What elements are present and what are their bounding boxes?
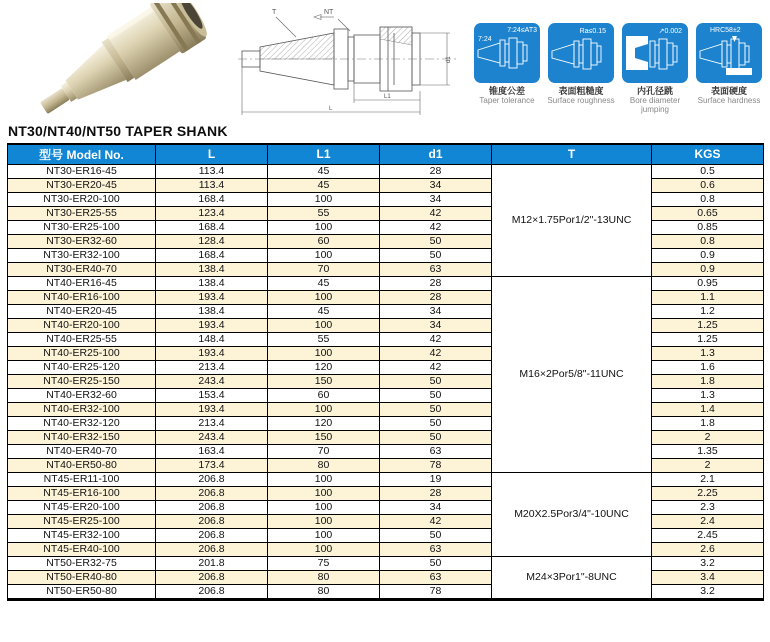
- cell-l1: 45: [268, 178, 380, 192]
- cell-l: 193.4: [156, 402, 268, 416]
- cell-l: 113.4: [156, 178, 268, 192]
- feature-label-cn: 表面硬度: [710, 86, 747, 96]
- cell-d1: 42: [380, 360, 492, 374]
- cell-kgs: 1.8: [652, 374, 764, 388]
- cell-d1: 28: [380, 290, 492, 304]
- cell-l: 213.4: [156, 416, 268, 430]
- cell-kgs: 1.6: [652, 360, 764, 374]
- cell-model: NT40-ER20-100: [8, 318, 156, 332]
- cell-l: 148.4: [156, 332, 268, 346]
- cell-model: NT45-ER16-100: [8, 486, 156, 500]
- cell-l1: 150: [268, 430, 380, 444]
- cell-l1: 100: [268, 542, 380, 556]
- taper-tolerance-icon: [474, 23, 540, 83]
- header-l1: L1: [268, 144, 380, 164]
- collet-chuck-photo: [8, 3, 234, 118]
- table-row: [8, 276, 764, 290]
- cell-model: NT45-ER11-100: [8, 472, 156, 486]
- cell-d1: 34: [380, 192, 492, 206]
- cell-l: 138.4: [156, 304, 268, 318]
- cell-l: 201.8: [156, 556, 268, 570]
- cell-d1: 34: [380, 318, 492, 332]
- cell-kgs: 0.65: [652, 206, 764, 220]
- cell-model: NT30-ER32-100: [8, 248, 156, 262]
- cell-model: NT45-ER40-100: [8, 542, 156, 556]
- cell-l1: 120: [268, 416, 380, 430]
- cell-kgs: 0.8: [652, 192, 764, 206]
- cell-l: 206.8: [156, 570, 268, 584]
- cell-d1: 42: [380, 332, 492, 346]
- cell-l1: 45: [268, 304, 380, 318]
- cell-kgs: 0.9: [652, 248, 764, 262]
- cell-kgs: 2: [652, 430, 764, 444]
- cell-kgs: 0.5: [652, 164, 764, 178]
- cell-kgs: 2.6: [652, 542, 764, 556]
- table-row: [8, 556, 764, 570]
- cell-d1: 42: [380, 514, 492, 528]
- cell-l1: 100: [268, 486, 380, 500]
- cell-l1: 70: [268, 444, 380, 458]
- cell-l: 206.8: [156, 528, 268, 542]
- cell-thread-spec: M16×2Por5/8"-11UNC: [492, 276, 652, 472]
- cell-thread-spec: M20X2.5Por3/4"-10UNC: [492, 472, 652, 556]
- cell-kgs: 0.95: [652, 276, 764, 290]
- cell-d1: 50: [380, 402, 492, 416]
- cell-l: 153.4: [156, 388, 268, 402]
- cell-l1: 100: [268, 514, 380, 528]
- cell-d1: 34: [380, 304, 492, 318]
- cell-d1: 50: [380, 528, 492, 542]
- cell-d1: 50: [380, 234, 492, 248]
- cell-model: NT30-ER20-100: [8, 192, 156, 206]
- cell-model: NT40-ER25-100: [8, 346, 156, 360]
- cell-model: NT40-ER40-70: [8, 444, 156, 458]
- cell-kgs: 1.3: [652, 346, 764, 360]
- bore-runout-icon: [622, 23, 688, 83]
- cell-l: 193.4: [156, 346, 268, 360]
- cell-kgs: 1.8: [652, 416, 764, 430]
- cell-l1: 100: [268, 402, 380, 416]
- runout-annotation: ↗0.002: [658, 28, 682, 35]
- header-model: 型号 Model No.: [8, 144, 156, 164]
- cell-l1: 60: [268, 388, 380, 402]
- cell-kgs: 2.3: [652, 500, 764, 514]
- cell-kgs: 0.8: [652, 234, 764, 248]
- cell-model: NT50-ER50-80: [8, 584, 156, 599]
- cell-l: 168.4: [156, 248, 268, 262]
- cell-l1: 100: [268, 500, 380, 514]
- cell-model: NT30-ER25-55: [8, 206, 156, 220]
- feature-label-cn: 锥度公差: [488, 86, 525, 96]
- cell-l1: 45: [268, 276, 380, 290]
- feature-label-en: Surface roughness: [547, 96, 615, 105]
- cell-l: 206.8: [156, 486, 268, 500]
- cell-l: 138.4: [156, 262, 268, 276]
- cell-kgs: 2.45: [652, 528, 764, 542]
- cell-kgs: 3.4: [652, 570, 764, 584]
- cell-d1: 50: [380, 556, 492, 570]
- hardness-annotation: HRC58±2: [710, 27, 741, 34]
- cell-kgs: 2.25: [652, 486, 764, 500]
- cell-l1: 75: [268, 556, 380, 570]
- roughness-annotation: Ra≤0.15: [579, 28, 606, 35]
- cell-d1: 28: [380, 276, 492, 290]
- spec-table-body: [8, 164, 764, 599]
- feature-label-en: Taper tolerance: [479, 96, 535, 105]
- cell-model: NT30-ER32-60: [8, 234, 156, 248]
- cell-l1: 100: [268, 528, 380, 542]
- dim-label-l: L: [329, 106, 333, 112]
- table-row: [8, 472, 764, 486]
- cell-l: 123.4: [156, 206, 268, 220]
- dim-label-l1: L1: [384, 94, 391, 100]
- cell-kgs: 1.35: [652, 444, 764, 458]
- cell-l: 163.4: [156, 444, 268, 458]
- cell-l: 206.8: [156, 472, 268, 486]
- cell-model: NT45-ER32-100: [8, 528, 156, 542]
- cell-model: NT30-ER20-45: [8, 178, 156, 192]
- cell-l: 206.8: [156, 584, 268, 599]
- taper-tolerance-annotation: 7:24≤AT3: [507, 27, 537, 34]
- cell-l: 213.4: [156, 360, 268, 374]
- cell-model: NT40-ER32-100: [8, 402, 156, 416]
- cell-kgs: 0.85: [652, 220, 764, 234]
- cell-kgs: 1.3: [652, 388, 764, 402]
- cell-l1: 55: [268, 206, 380, 220]
- cell-kgs: 3.2: [652, 584, 764, 599]
- cell-kgs: 0.6: [652, 178, 764, 192]
- cell-d1: 28: [380, 486, 492, 500]
- table-header-row: [8, 144, 764, 164]
- dim-label-t: T: [272, 9, 277, 16]
- cell-l1: 150: [268, 374, 380, 388]
- cell-l: 193.4: [156, 318, 268, 332]
- cell-d1: 42: [380, 346, 492, 360]
- cell-d1: 50: [380, 374, 492, 388]
- cell-l1: 45: [268, 164, 380, 178]
- feature-taper-tolerance: [470, 23, 544, 118]
- cell-d1: 34: [380, 500, 492, 514]
- cell-model: NT30-ER25-100: [8, 220, 156, 234]
- cell-l1: 55: [268, 332, 380, 346]
- cell-kgs: 1.2: [652, 304, 764, 318]
- feature-boxes: [464, 3, 768, 118]
- cell-d1: 50: [380, 430, 492, 444]
- header-d1: d1: [380, 144, 492, 164]
- cell-kgs: 1.25: [652, 318, 764, 332]
- cell-d1: 28: [380, 164, 492, 178]
- cell-kgs: 2: [652, 458, 764, 472]
- cell-model: NT40-ER25-150: [8, 374, 156, 388]
- surface-roughness-icon: [548, 23, 614, 83]
- header-kgs: KGS: [652, 144, 764, 164]
- cell-kgs: 1.4: [652, 402, 764, 416]
- cell-thread-spec: M24×3Por1"-8UNC: [492, 556, 652, 599]
- feature-label-cn: 内孔径跳: [636, 86, 673, 96]
- technical-drawing: [234, 3, 464, 118]
- cell-kgs: 3.2: [652, 556, 764, 570]
- cell-l1: 80: [268, 458, 380, 472]
- cell-l1: 100: [268, 472, 380, 486]
- feature-surface-hardness: [692, 23, 766, 118]
- cell-d1: 42: [380, 206, 492, 220]
- cell-l: 243.4: [156, 430, 268, 444]
- cell-l: 206.8: [156, 514, 268, 528]
- cell-model: NT40-ER50-80: [8, 458, 156, 472]
- cell-d1: 19: [380, 472, 492, 486]
- cell-model: NT40-ER32-120: [8, 416, 156, 430]
- cell-d1: 78: [380, 584, 492, 599]
- cell-thread-spec: M12×1.75Por1/2"-13UNC: [492, 164, 652, 276]
- cell-model: NT40-ER20-45: [8, 304, 156, 318]
- cell-d1: 63: [380, 542, 492, 556]
- cell-l1: 70: [268, 262, 380, 276]
- cell-l: 138.4: [156, 276, 268, 290]
- cell-d1: 42: [380, 220, 492, 234]
- cell-l1: 100: [268, 290, 380, 304]
- cell-kgs: 0.9: [652, 262, 764, 276]
- cell-model: NT40-ER16-100: [8, 290, 156, 304]
- cell-d1: 34: [380, 178, 492, 192]
- cell-d1: 50: [380, 388, 492, 402]
- cell-l1: 100: [268, 192, 380, 206]
- cell-model: NT50-ER40-80: [8, 570, 156, 584]
- cell-l1: 100: [268, 346, 380, 360]
- cell-l1: 80: [268, 584, 380, 599]
- cell-model: NT40-ER25-120: [8, 360, 156, 374]
- cell-l: 128.4: [156, 234, 268, 248]
- cell-l1: 60: [268, 234, 380, 248]
- cell-l: 113.4: [156, 164, 268, 178]
- cell-kgs: 1.25: [652, 332, 764, 346]
- dimension-drawing: [234, 3, 464, 118]
- cell-model: NT40-ER32-60: [8, 388, 156, 402]
- table-row: [8, 164, 764, 178]
- dim-label-nt: NT: [324, 9, 334, 16]
- cell-l1: 80: [268, 570, 380, 584]
- header-l: L: [156, 144, 268, 164]
- cell-l1: 120: [268, 360, 380, 374]
- page-title: NT30/NT40/NT50 TAPER SHANK: [8, 123, 228, 139]
- cell-kgs: 2.4: [652, 514, 764, 528]
- cell-model: NT40-ER16-45: [8, 276, 156, 290]
- cell-d1: 50: [380, 416, 492, 430]
- feature-surface-roughness: [544, 23, 618, 118]
- cell-d1: 50: [380, 248, 492, 262]
- feature-label-en: Bore diameter jumping: [629, 96, 681, 114]
- feature-bore-runout: [618, 23, 692, 118]
- cell-model: NT45-ER25-100: [8, 514, 156, 528]
- cell-l: 206.8: [156, 500, 268, 514]
- feature-label-en: Surface hardness: [697, 96, 761, 105]
- cell-model: NT45-ER20-100: [8, 500, 156, 514]
- top-section: [0, 0, 770, 118]
- cell-l1: 100: [268, 318, 380, 332]
- cell-kgs: 1.1: [652, 290, 764, 304]
- product-photo: [8, 3, 234, 118]
- cell-d1: 63: [380, 262, 492, 276]
- cell-model: NT40-ER32-150: [8, 430, 156, 444]
- cell-d1: 78: [380, 458, 492, 472]
- cell-model: NT50-ER32-75: [8, 556, 156, 570]
- header-t: T: [492, 144, 652, 164]
- cell-l1: 100: [268, 248, 380, 262]
- cell-l1: 100: [268, 220, 380, 234]
- surface-hardness-icon: [696, 23, 762, 83]
- cell-d1: 63: [380, 444, 492, 458]
- cell-d1: 63: [380, 570, 492, 584]
- cell-kgs: 2.1: [652, 472, 764, 486]
- cell-l: 173.4: [156, 458, 268, 472]
- dim-label-d1: d1: [446, 56, 452, 63]
- cell-model: NT30-ER40-70: [8, 262, 156, 276]
- cell-l: 206.8: [156, 542, 268, 556]
- cell-l: 168.4: [156, 220, 268, 234]
- cell-model: NT30-ER16-45: [8, 164, 156, 178]
- spec-table: [7, 143, 764, 601]
- cell-model: NT40-ER25-55: [8, 332, 156, 346]
- taper-ratio-annotation: 7:24: [478, 36, 492, 43]
- cell-l: 168.4: [156, 192, 268, 206]
- feature-label-cn: 表面粗糙度: [558, 86, 604, 96]
- cell-l: 243.4: [156, 374, 268, 388]
- cell-l: 193.4: [156, 290, 268, 304]
